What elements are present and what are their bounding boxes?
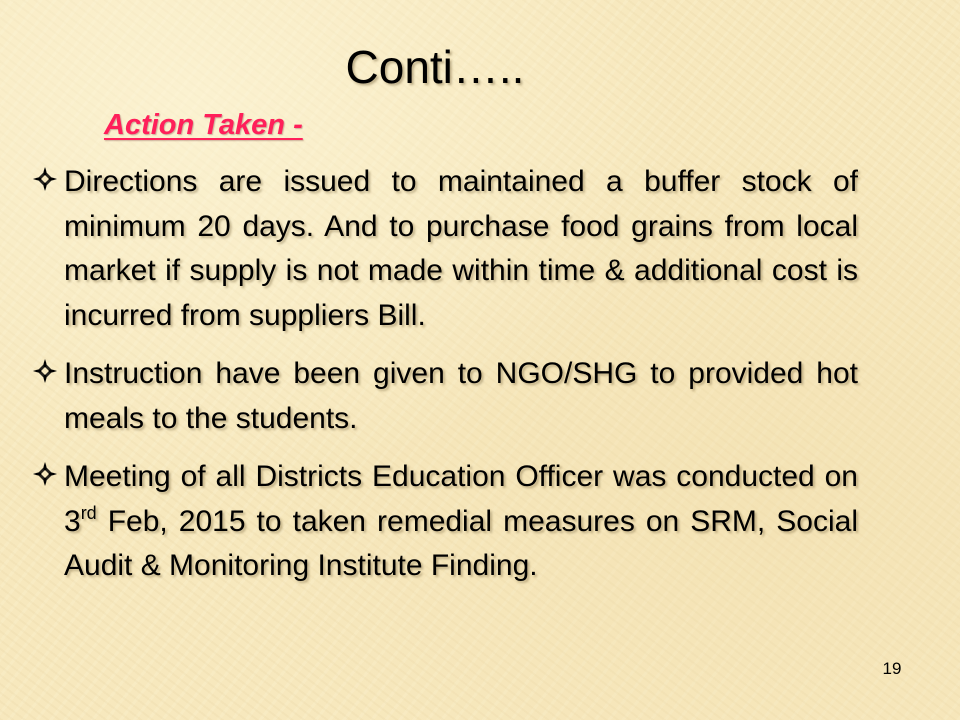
bullet-text: Instruction have been given to NGO/SHG to provided hot meals to the students.	[64, 357, 858, 435]
bullet-text	[64, 455, 858, 589]
bullet-text: Directions are issued to maintained a buffer stock of minimum 20 days. And to purchase food grains from local market if supply is not made within time & additional cost is incurred from suppliers Bill.	[64, 165, 858, 332]
page-number: 19	[882, 659, 902, 678]
bullet-item	[30, 352, 858, 441]
ordinal-superscript: rd	[80, 502, 97, 523]
bullet-item	[30, 160, 858, 338]
diamond-bullet-icon	[30, 356, 60, 386]
bullet-item	[30, 455, 858, 589]
diamond-bullet-icon	[30, 164, 60, 194]
bullet-list	[30, 160, 858, 603]
slide-title: Conti…..	[345, 41, 525, 93]
action-taken-heading: Action Taken -	[104, 109, 303, 141]
bullet-text-part: Feb, 2015 to taken remedial measures on SRM, Social Audit & Monitoring Institute Finding.	[64, 504, 858, 582]
diamond-bullet-icon	[30, 459, 60, 489]
bullet-text-part: Meeting of all Districts Education Officer was conducted on 3	[64, 460, 858, 538]
